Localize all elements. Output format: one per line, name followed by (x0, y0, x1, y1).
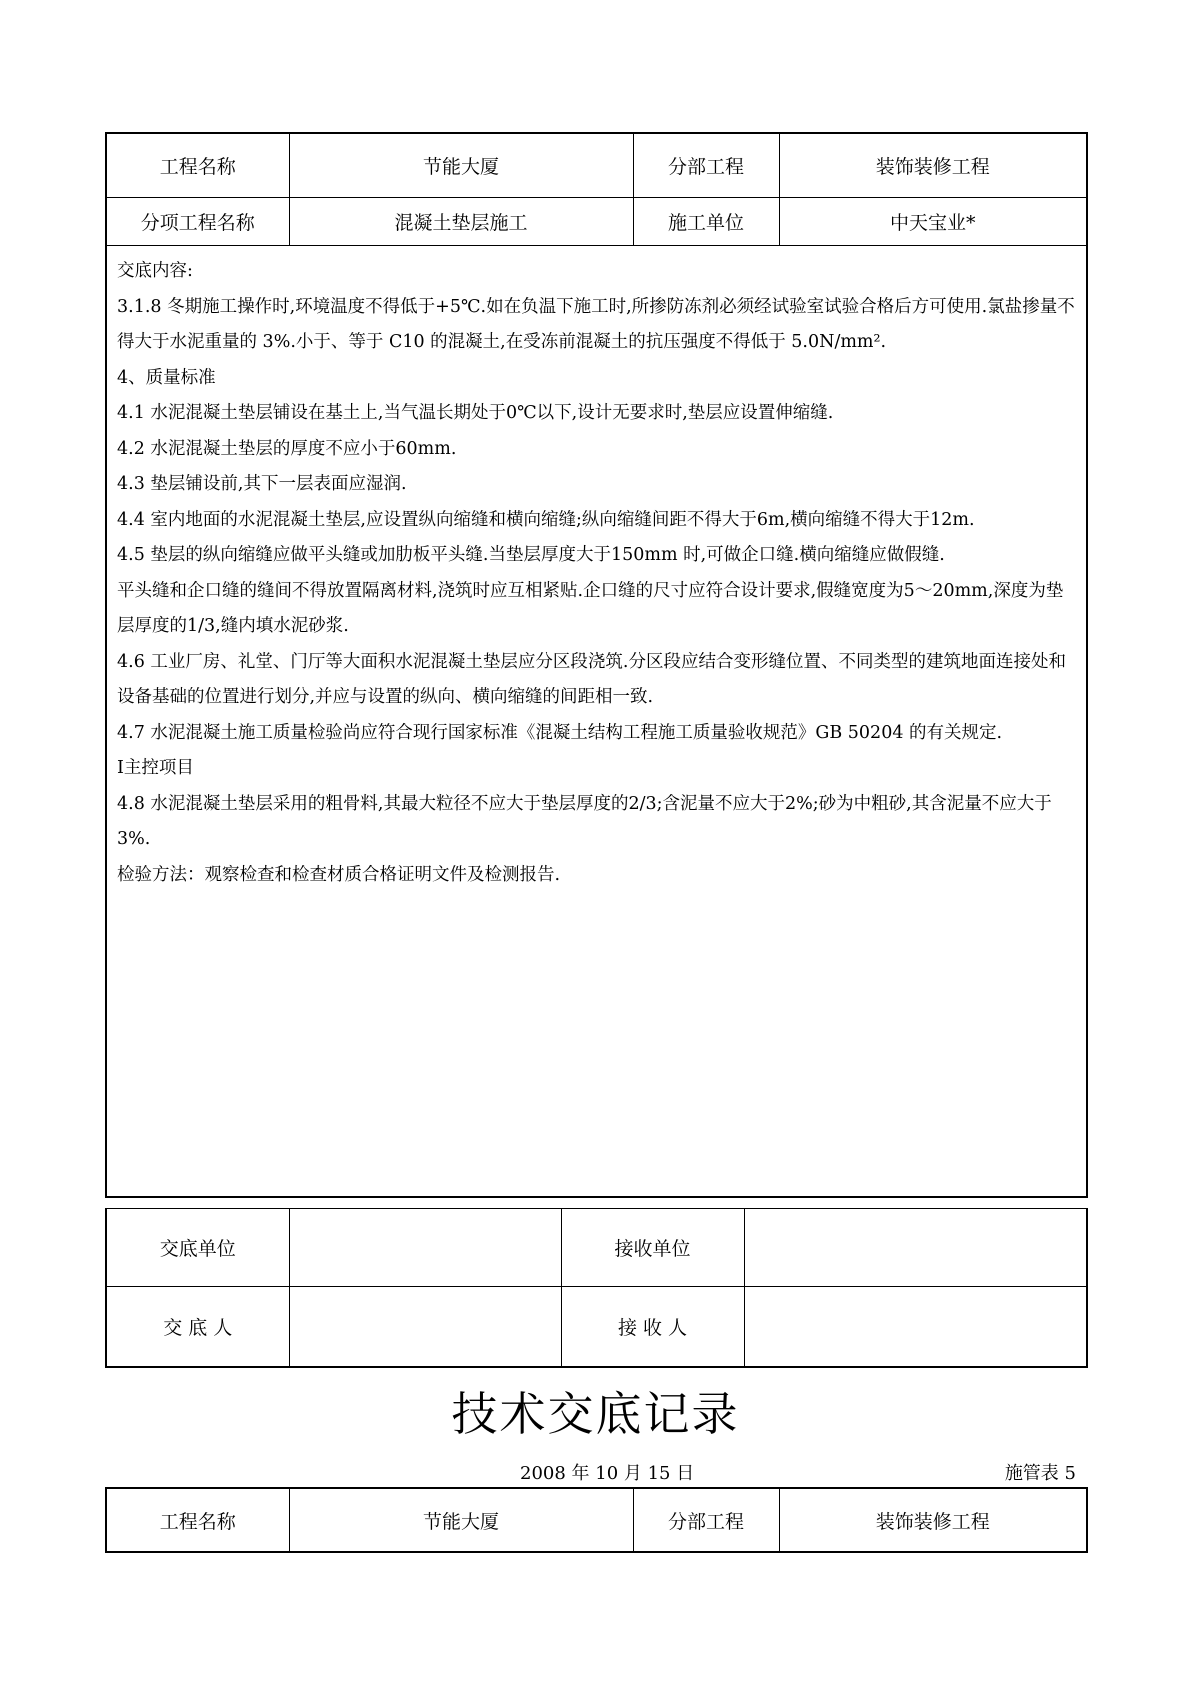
content-paragraph: 4.1 水泥混凝土垫层铺设在基土上,当气温长期处于0℃以下,设计无要求时,垫层应设置伸缩缝. (117, 403, 834, 423)
project-name-value: 节能大厦 (289, 133, 633, 198)
content-paragraph: 4.8 水泥混凝土垫层采用的粗骨料,其最大粒径不应大于垫层厚度的2/3;含泥量不应大于2%;砂为中粗砂,其含泥量不应大于3%. (117, 793, 1052, 849)
briefing-record-table (105, 132, 1088, 1198)
content-paragraph: Ⅰ主控项目 (117, 758, 194, 778)
division-label: 分部工程 (633, 1488, 779, 1552)
header-row-1 (106, 133, 1087, 198)
receiving-unit-value[interactable] (744, 1209, 1087, 1287)
form-number: 施管表 5 (1004, 1463, 1076, 1484)
record-date: 2008 年 10 月 15 日 (520, 1463, 695, 1484)
issuer-value[interactable] (289, 1287, 561, 1367)
header-row-2 (106, 198, 1087, 246)
record-title: 技术交底记录 (451, 1387, 740, 1441)
briefing-content (107, 246, 1086, 893)
next-record-header-table (105, 1487, 1088, 1553)
content-paragraph: 4、质量标准 (117, 367, 216, 388)
content-heading: 交底内容: (117, 261, 193, 281)
content-paragraph: 4.7 水泥混凝土施工质量检验尚应符合现行国家标准《混凝土结构工程施工质量验收规范》GB 50204 的有关规定. (117, 722, 1003, 743)
receiver-label: 接 收 人 (561, 1287, 744, 1367)
division-value: 装饰装修工程 (779, 1488, 1087, 1552)
content-paragraph: 4.4 室内地面的水泥混凝土垫层,应设置纵向缩缝和横向缩缝;纵向缩缝间距不得大于6m,横向缩缝不得大于12m. (117, 509, 975, 530)
content-paragraph: 4.2 水泥混凝土垫层的厚度不应小于60mm. (117, 438, 457, 459)
division-label: 分部工程 (633, 133, 779, 198)
content-paragraph: 4.3 垫层铺设前,其下一层表面应湿润. (117, 474, 407, 494)
content-paragraph: 检验方法：观察检查和检查材质合格证明文件及检测报告. (117, 864, 561, 885)
issuer-label: 交 底 人 (106, 1287, 289, 1367)
issuing-unit-value[interactable] (289, 1209, 561, 1287)
contractor-value: 中天宝业* (779, 198, 1087, 246)
contractor-label: 施工单位 (633, 198, 779, 246)
content-paragraph: 3.1.8 冬期施工操作时,环境温度不得低于+5℃.如在负温下施工时,所掺防冻剂必须经试验室试验合格后方可使用.氯盐掺量不得大于水泥重量的 3%.小于、等于 C10 的混凝土,在受冻前混凝土的抗压强度不得低于 5.0N/mm². (117, 296, 1075, 352)
subitem-label: 分项工程名称 (106, 198, 289, 246)
project-name-value: 节能大厦 (289, 1488, 633, 1552)
project-name-label: 工程名称 (106, 133, 289, 198)
content-paragraph: 4.6 工业厂房、礼堂、门厅等大面积水泥混凝土垫层应分区段浇筑.分区段应结合变形缝位置、不同类型的建筑地面连接处和设备基础的位置进行划分,并应与设置的纵向、横向缩缝的间距相一致. (117, 651, 1066, 707)
receiver-value[interactable] (744, 1287, 1087, 1367)
issuing-unit-label: 交底单位 (106, 1209, 289, 1287)
receiving-unit-label: 接收单位 (561, 1209, 744, 1287)
content-cell (106, 246, 1087, 1198)
subitem-value: 混凝土垫层施工 (289, 198, 633, 246)
division-value: 装饰装修工程 (779, 133, 1087, 198)
signoff-row-persons (106, 1287, 1087, 1367)
project-name-label: 工程名称 (106, 1488, 289, 1552)
next-header-row (106, 1488, 1087, 1552)
content-row (106, 246, 1087, 1198)
content-paragraph: 平头缝和企口缝的缝间不得放置隔离材料,浇筑时应互相紧贴.企口缝的尺寸应符合设计要求,假缝宽度为5～20mm,深度为垫层厚度的1/3,缝内填水泥砂浆. (117, 580, 1064, 636)
signoff-row-units (106, 1209, 1087, 1287)
content-paragraph: 4.5 垫层的纵向缩缝应做平头缝或加肋板平头缝.当垫层厚度大于150mm 时,可做企口缝.横向缩缝应做假缝. (117, 545, 945, 565)
signoff-table (105, 1208, 1088, 1368)
